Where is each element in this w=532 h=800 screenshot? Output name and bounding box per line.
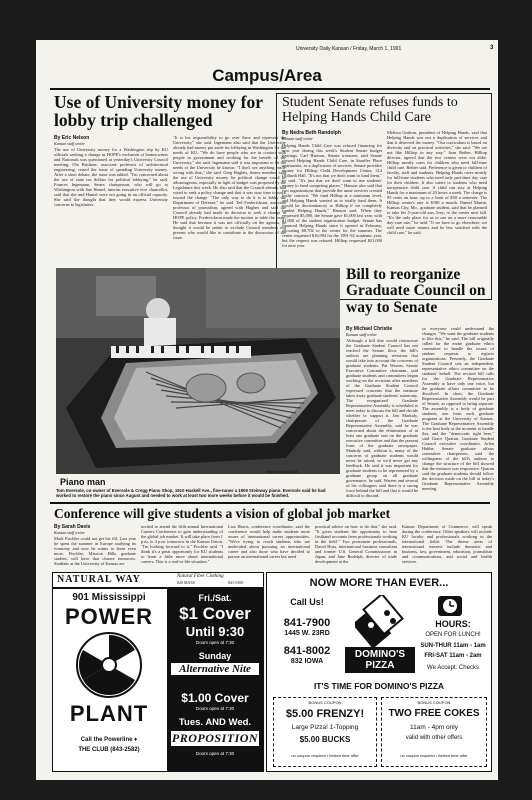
story4-rule [50,502,490,504]
story1-byline: By Eric Nelson [54,135,90,141]
dominos-call: Call Us! [290,597,324,607]
accepted-payments: We Accept: Checks [427,665,479,671]
story1-role: Kansan staff writer [54,141,85,146]
special-deal-2: Alternative Nite [171,663,259,675]
power-plant-phone: Call the Powerline ♦ [80,737,138,743]
hours-weekend: FRI-SAT 11am - 2am [424,653,482,659]
coupon-frenzy-fine: no coupon required • limited time offer [291,753,359,758]
clock-icon [437,595,463,617]
natural-way-tagline: Natural Fiber Clothing [177,574,224,579]
power-plant-ad [52,588,264,772]
power-plant-word-1: POWER [64,604,154,629]
story3-headline: Bill to reorganize Graduate Council on way to Senate [346,266,486,316]
coupon-cokes-title: TWO FREE COKES [388,708,480,719]
story4-column-5: Kansas Department of Commerce, will speak during the conference. Other speakers will include KU faculty and professionals working in the international fields. The theme areas of international interest include domestic and business, law, government, education, journalism and communications, and social and health services. [402,524,492,564]
coupon-frenzy-title: $5.00 FRENZY! [285,708,365,720]
coupon-frenzy-sub: Large Pizza! 1-Topping [291,724,359,731]
natural-way-ad [52,572,264,588]
radiation-icon [75,631,143,699]
coupon-cokes[interactable] [381,697,487,767]
photo-credit: Mike Tobin/KANSAN [266,470,299,474]
special-day-3: Tues. AND Wed. [178,717,252,728]
section-title: Campus/Area [212,66,322,85]
piano-photo [56,268,340,474]
coupon-cokes-sub2: valid with other offers [405,735,463,741]
story4-column-3: Lisa Harris, conference coordinator, said the conference would help make students more aware of international career opportunities. "We're trying to reach students who are undecided about pursuing an international career and also those who have decided to pursue an international career but need [228,524,310,559]
story2-headline: Student Senate refuses funds to Helping Hands Child Care [282,95,458,125]
special-doors-3: Doors open at 7:30 [195,751,235,756]
coupon-cokes-fine: no coupon required • limited time offer [400,753,468,758]
special-doors-2: Doors open at 7:30 [195,706,235,711]
dominos-logo-text: DOMINO'S PIZZA [345,647,415,673]
coupon-frenzy-bucks: $5.00 BUCKS [299,735,351,744]
photo-caption-title: Piano man [60,477,106,487]
story1-column-1: The use of University money for a Washington trip by KU officials seeking a change in HOPE's exclusion of homeowners and Nationals was questioned at yesterday's University Council meeting. Ola Bitchner, associate professor of architectural engineering, raised the issue of spending University money. After a short debate, the issue was tabled. "I'm concerned about the use of state tax dollars for political lobbying," he said. Frances Ingemann, Senex chairperson, who will go to Washington with Sue Hamel, interim executive vice chancellor, said that she and Hamel were not going in an official capacity. She said she thought that they would express University concerns to legislators. [54,147,168,207]
power-plant-address: 901 Mississippi [72,592,146,603]
story4-column-2: invited to attend the fifth annual International Careers Conference to gain understanding of the global job market. It will take place from 1 p.m. to 4 p.m. tomorrow in the Kansas Union. "I'm looking forward to it," Fischler said. "I think it's a great opportunity for KU students to learn a little more about international careers. This is a real-to-life situation." [141,524,223,564]
natural-way-address: 820 MASS [177,580,195,585]
special-deal-1: $1 Cover [179,604,251,623]
coupon-frenzy-bonus: BONUS COUPON [308,700,342,705]
dominos-phone-1: 841-7900 [283,617,331,629]
special-deal-4: PROPOSITION [171,731,259,745]
special-day-2: Sunday [198,651,232,661]
story4-role: Kansan staff writer [54,530,85,535]
dominos-address-2: 832 IOWA [290,658,324,665]
story2-role: Kansan staff writer [282,136,313,141]
folio: University Daily Kansan / Friday, March 1, 1991 [296,46,402,52]
special-doors-1: Doors open at 7:30 [195,640,235,645]
piano-photo-image [56,268,340,474]
natural-way-phone: 841-0100 [228,580,244,585]
story2-column-2: Melissa Grafton, president of Helping Hands, said that Helping Hands was not a duplication of services and that it deserved the money. "Our curriculum is based on diversity and on practical activities," she said. "We are not like Hilltop in any way." Joan Reiber, Hilltop director, agreed that the two centers were not alike. Hilltop mostly cares for children who need full-time child care. Reiber said. Preference is given to children of faculty, staff and students. Helping Hands cares mostly for full-time students who need only part-time day care for their children. It also caters to students who need inexpensive child care. A child can stay at Helping Hands for a maximum of 20 hours a week. The charge is 95 cents an hour, up to a limit of $50 a semester. The Hilltop center's rate is $180 a month. Daniel Martin, Kansas City, Mo., graduate student, said that he planned to take his 5-year-old son, Ivey, to the center next fall. "It's the only place for us to use on a more reasonable day-care rate," he said. "It we have to go elsewhere, we will need more money and be less satisfied with the child care," he said. [387,130,487,235]
photo-caption: Tom Eversole, co-owner of Eversole & Cregg Piano Shop, 1910 Haskell Ave., fine-tunes a 1909 Steinway piano. Eversole said he had worked to restore the piano since August and needed to work at least two more weeks before it would be finished. [56,488,326,498]
story4-column-4: practical advice on how to do that," she said. "It gives students the opportunity to hear firsthand accounts from professionals working in the field." Two prominent professionals, David Hoss, international business consultant and former U.S. General Commissioner in Japan, and Jane Rudolph, director of trade development at the [315,524,397,564]
story4-byline: By Sarah Davis [54,524,91,530]
story4-column-1: Mark Fischler could not get his fill. Last year he spent the summer in Europe studying its economy and now he wants to learn even more. Fischler, Mission Hills graduate student, will have that chance tomorrow. Students at the University of Kansas are [54,536,136,566]
natural-way-brand: NATURAL WAY [57,574,141,585]
dominos-tagline: IT'S TIME FOR DOMINO'S PIZZA [313,681,445,691]
special-deal-1b: Until 9:30 [185,624,245,639]
dominos-logo-icon [355,595,407,647]
power-plant-club: THE CLUB (843-2582) [78,747,140,753]
story2-byline: By Nedra Beth Randolph [282,130,341,136]
coupon-cokes-sub: 11am - 4pm only [410,724,458,731]
story4-headline: Conference will give students a vision of global job market [54,506,391,521]
special-day-1: Fri./Sat. [198,593,232,603]
story3-byline: By Michael Christie [346,326,393,332]
section-rule [50,88,490,90]
page-number: 3 [490,45,494,51]
coupon-frenzy[interactable] [273,697,377,767]
story1-headline: Use of University money for lobby trip challenged [54,92,263,131]
story3-role: Kansan staff writer [346,332,377,337]
dominos-headline: NOW MORE THAN EVER... [309,577,449,589]
story2-column-1: Helping Hands Child Care was refused financing for next year during this week's Student Senate budget hearings. Carl Hartson, Senate treasurer, said Senate viewed Helping Hands Child Care, in Stauffer Place apartments, as a duplication of services. Senate provides money for Hilltop Child Development Center, 314 Oldfarth Hall. "It's not that we don't want to fund them," he said. "It's just that we don't want to use students' money to fund competing places." Hanson also said that two organizations that provide the same services created bothy concern. "We fund Hilltop at a minimum level, and Helping Hands wanted us to totally fund them. It would be discriminatory to Hilltop if we completely funded Helping Hands," Hanson said. When they requested $5,000, the Senate gave $1,000 last year, with $1,000 of the student organization budget. Senate has financed Helping Hands since it opened in February, allocating $8,702 to the center for the summer. The center requested $16,994 for the 1991-92 academic year, but the request was refused. Hilltop requested $21,000 for next year. [282,143,382,248]
power-plant-word-2: PLANT [69,701,149,726]
hours-open: OPEN FOR LUNCH! [425,632,481,638]
newspaper-page [36,40,498,780]
story3-column-1: Although a bill that would restructure the Graduate Student Council has not reached the Senate floor, the bill's authors are planning revisions that would take into account the concerns of graduate students. Pat Warren, Senate Executive Committee chairman, said graduate students and committees began working on the revisions after members of the Graduate Student Council expressed concerns that the measure takes away graduate students' autonomy. The reorganized Graduate Representative Assembly is scheduled to meet today to discuss the bill and decide whether to support it. Jim Markuly, chairperson of the Graduate Representative Assembly, said he was concerned about the elimination of at least one graduate seat on the graduate executive committee and that the present form of the graduate newspaper. Markuly said, without it, many of the concerns of graduate students would never be raised, so we'd never get any feedback. He said it was important for graduate students to be represented by a graduate group on all graduate governance, he said. Warren and several of his colleagues said there is a strong force behind the bill and that it would be difficult to discard. [346,338,418,498]
coupon-cokes-bonus: BONUS COUPON [417,700,451,705]
story3-column-2: so everyone could understand the changes. "We want the graduate students to like this," he said. The bill originally called for the entire graduate ethics committee to handle the issues of student requests to register organizations. Presently, the Graduate Student Council sets an independent, representative ethics committee on the students' behalf. The revised bill calls for the Graduate Representative Assembly to have only one voice, but the graduate affairs committee to be dissolved. In short, the Graduate Representative Assembly would be part of Senate, as opposed to being separate. The assembly is a body of graduate students, one from each graduate program at the University of Kansas. The Graduate Representative Assembly is the best body at the moment to handle this, and the "democratic right here," said Grace Quaran, Graduate Student Council executive coordinator. Arlen Habba, Senate graduate affairs committee chairperson, said the willingness of the bill's authors to change the structure of the bill showed that the measure was responsive. Quaran said the graduate students should follow the decision made on the bill at today's Graduate Representative Assembly meeting. [422,326,494,491]
dominos-phone-2: 841-8002 [283,645,331,657]
story1-column-2: "It is his responsibility to go over there and represent the University," she said. Ingemann also said that the University already had money put aside for lobbying in Washington for the needs of KU. "We do have people who are in contact with people in government and working for the benefit of the University," she said. Ingemann said it was important to let the needs of the University be known. "I don't see anything really wrong with that," she said. Greg Hughes, Senex member, said the use of University money for political change could be advantageous, especially in light of budget cuts proposed by the Legislature this week. He also said that the Council already had voted to seek a policy change and that it was now time to work toward the change. "The only way to do it is to lobby the Department of Defense," he said. Ted Frederickson, associate professor of journalism, agreed with Hughes and said the Council already had made its decision to seek a change in HOPE policy. Frederickson made the motion to table the issue. He said that because it was not officially on the agenda, he thought it would be unfair to exclude Council members not present who would like to contribute to the discussion of the issue. [173,135,286,240]
hours-title: HOURS: [435,619,471,629]
dominos-ad [266,572,492,772]
special-deal-3: $1.00 Cover [181,691,249,705]
hours-weekday: SUN-THUR 11am - 1am [420,643,486,649]
dominos-address-1: 1445 W. 23RD [284,630,330,637]
